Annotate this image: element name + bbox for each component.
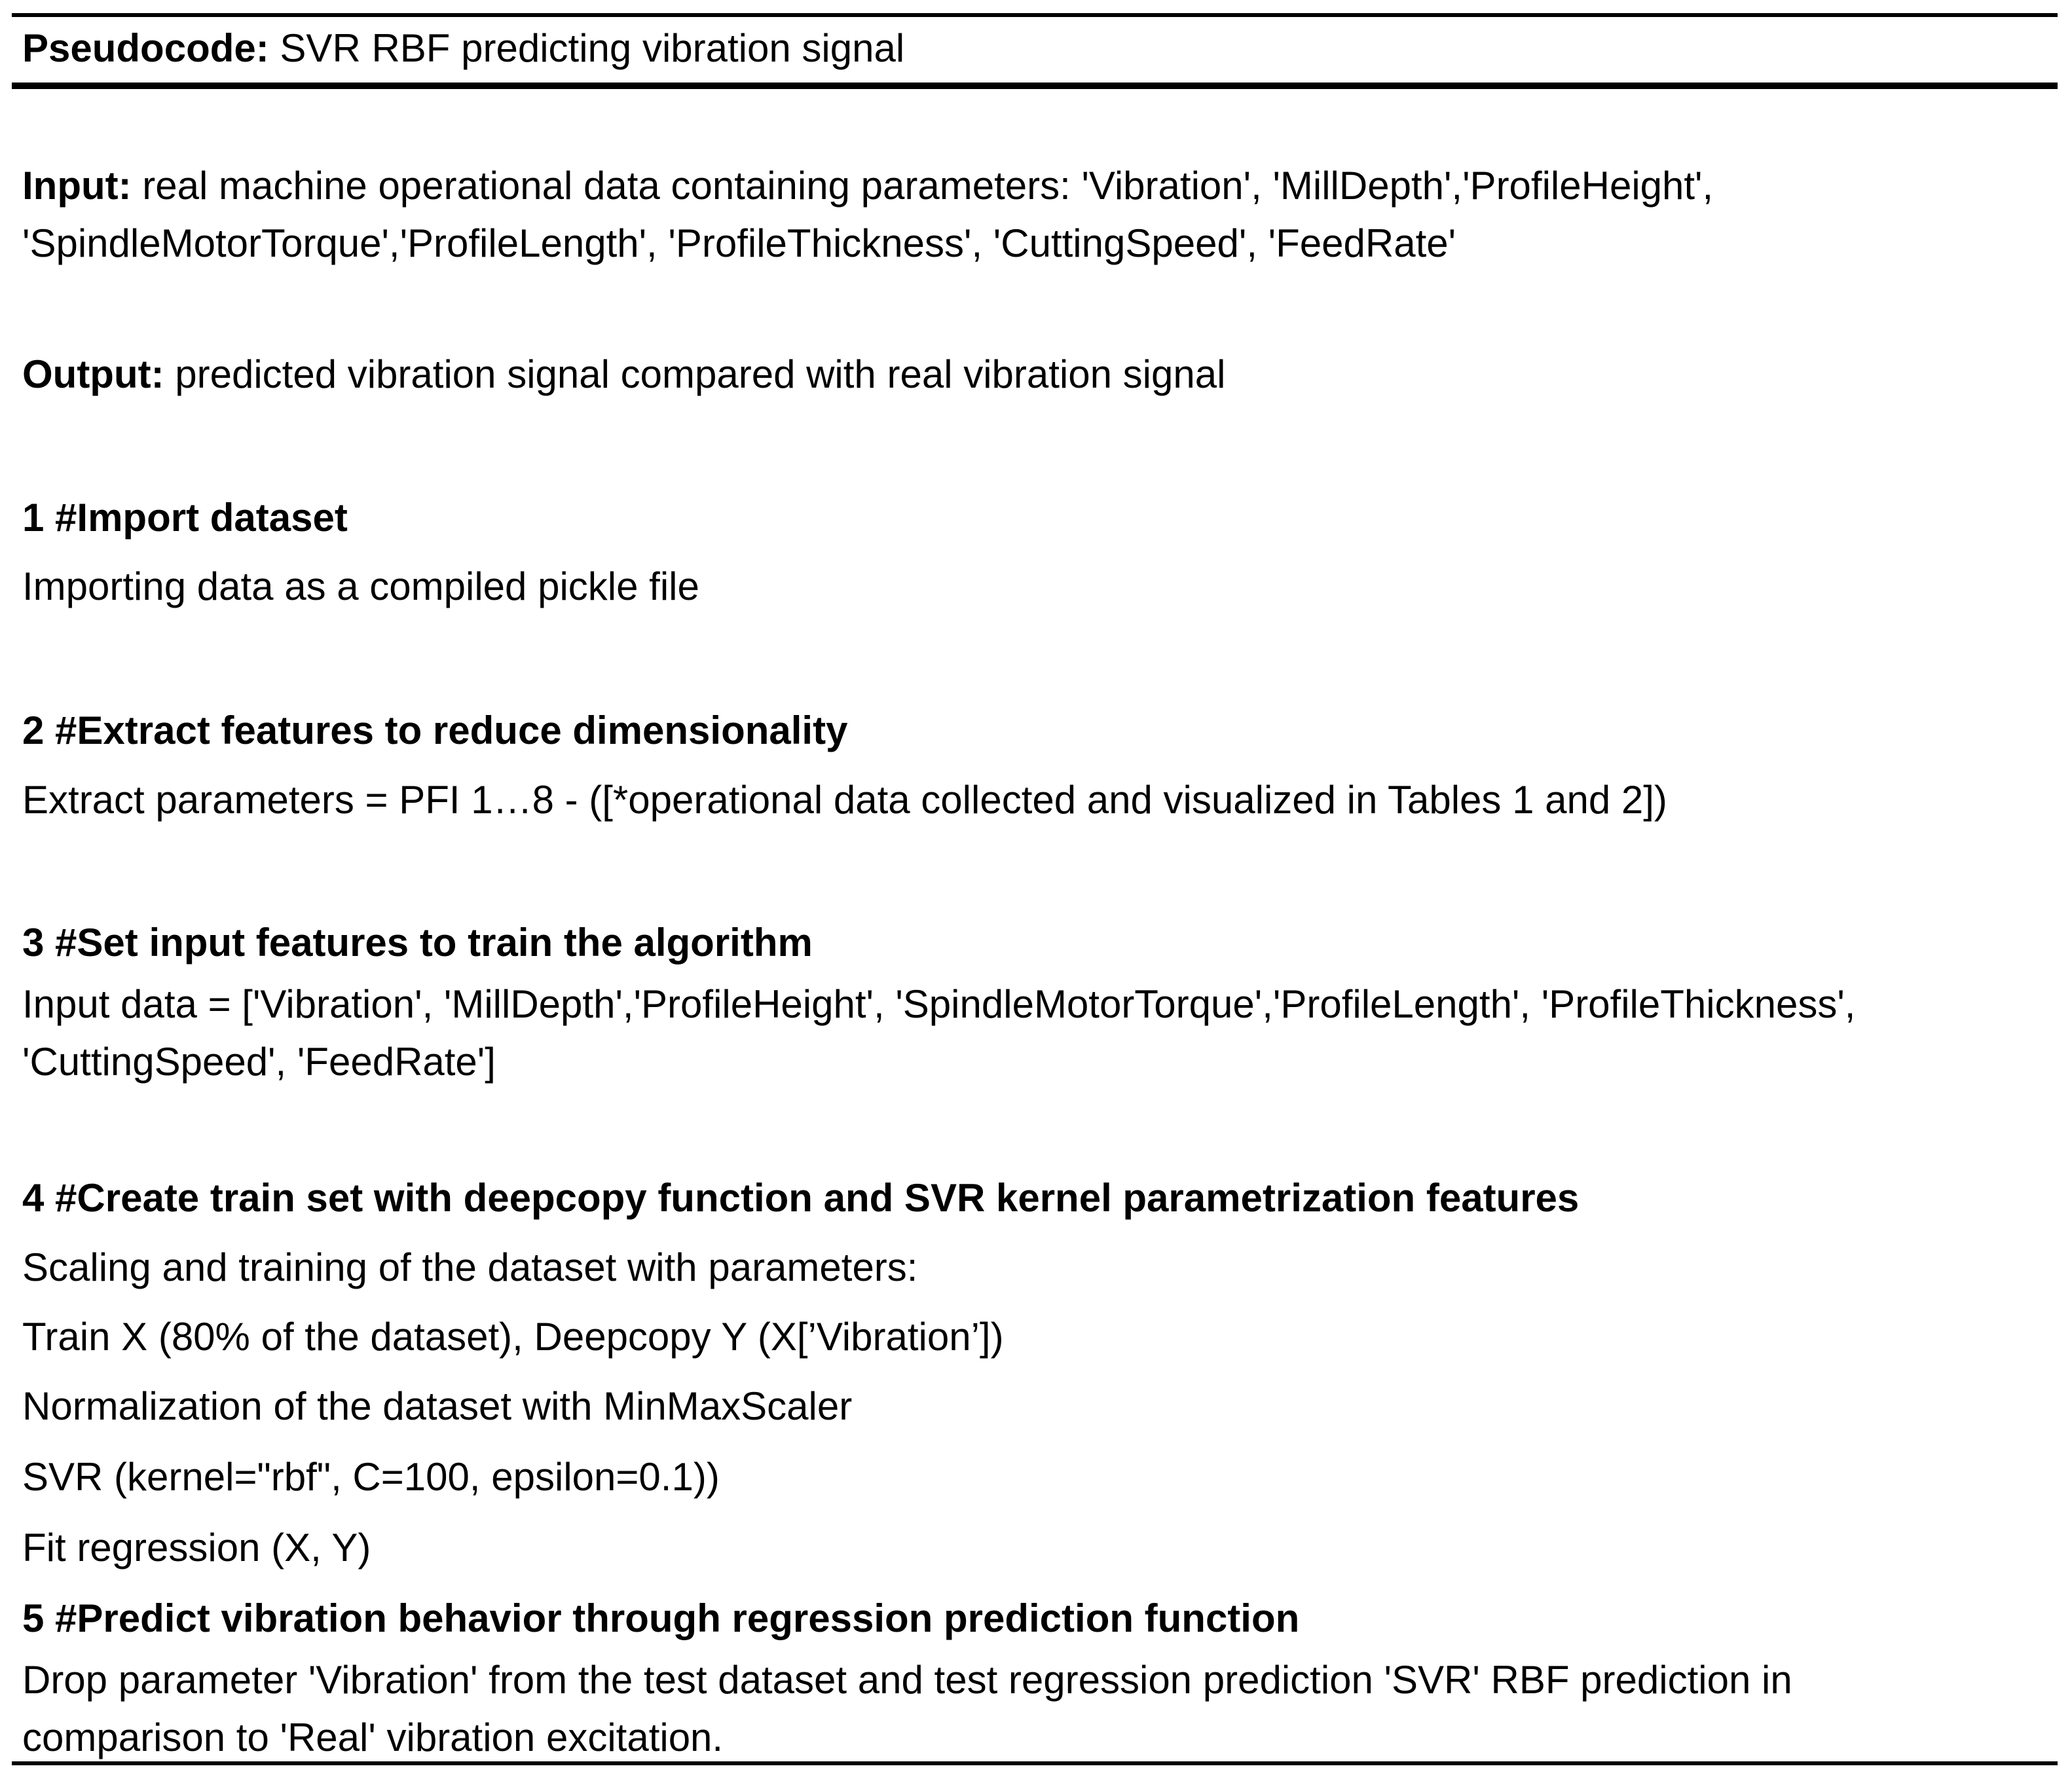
step-1-heading: 1 #Import dataset [22,496,348,540]
step-3-line-2: 'CuttingSpeed', 'FeedRate'] [22,1040,496,1084]
step-4-line-2: Train X (80% of the dataset), Deepcopy Y (X[’Vibration’]) [22,1315,1004,1359]
step-2-line-1: Extract parameters = PFI 1…8 - ([*operational data collected and visualized in Tables 1 and 2]) [22,778,1667,822]
output-line [22,352,1225,397]
step-4-line-4: SVR (kernel="rbf", C=100, epsilon=0.1)) [22,1455,720,1499]
step-5-line-1: Drop parameter 'Vibration' from the test dataset and test regression prediction 'SVR' RBF prediction in [22,1658,1792,1702]
input-line-1 [22,164,1713,208]
input-label: Input: [22,164,132,208]
pseudocode-title [22,26,904,71]
step-2-heading: 2 #Extract features to reduce dimensionality [22,708,848,752]
top-rule [12,13,2058,17]
step-4-line-1: Scaling and training of the dataset with parameters: [22,1245,918,1289]
header-rule [12,83,2058,89]
output-label: Output: [22,352,164,396]
input-text-2: 'SpindleMotorTorque','ProfileLength', 'ProfileThickness', 'CuttingSpeed', 'FeedRate' [22,221,1456,265]
step-4-line-5: Fit regression (X, Y) [22,1526,371,1570]
pseudocode-title-text: SVR RBF predicting vibration signal [280,26,905,70]
step-4-line-3: Normalization of the dataset with MinMaxScaler [22,1384,853,1428]
input-line-2 [22,221,1456,266]
input-text-1: real machine operational data containing parameters: 'Vibration', 'MillDepth','ProfileHeight', [142,164,1714,208]
pseudocode-label: Pseudocode: [22,26,269,70]
bottom-rule [12,1761,2058,1765]
output-text: predicted vibration signal compared with real vibration signal [175,352,1226,396]
step-1-line-1: Importing data as a compiled pickle file [22,564,699,608]
step-5-line-2: comparison to 'Real' vibration excitation. [22,1716,724,1759]
step-3-line-1: Input data = ['Vibration', 'MillDepth','ProfileHeight', 'SpindleMotorTorque','ProfileLength', 'ProfileThickness', [22,982,1856,1026]
step-5-heading: 5 #Predict vibration behavior through regression prediction function [22,1596,1300,1640]
step-4-heading: 4 #Create train set with deepcopy function and SVR kernel parametrization features [22,1176,1580,1220]
step-3-heading: 3 #Set input features to train the algorithm [22,921,813,964]
